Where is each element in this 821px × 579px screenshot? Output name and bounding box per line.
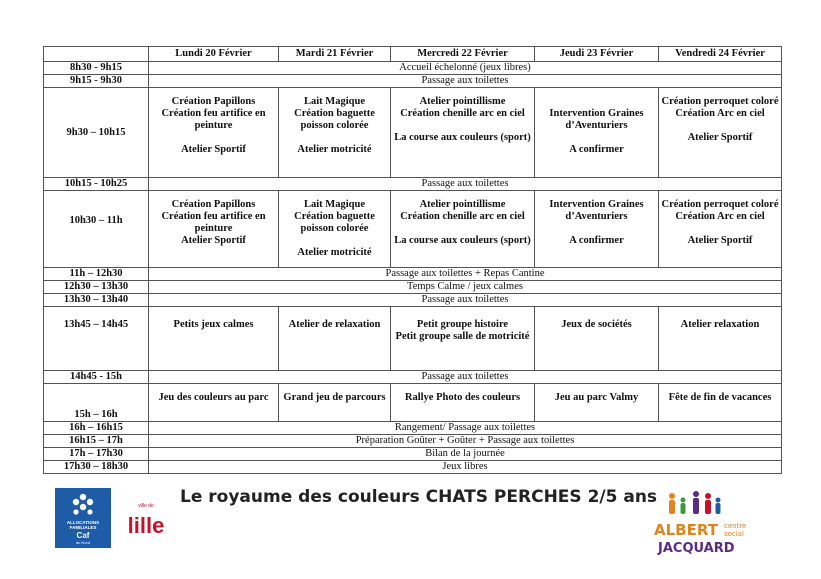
activity-line: Atelier motricité [297, 247, 372, 258]
table-row [44, 75, 782, 88]
full-day-activity: Accueil échelonné (jeux libres) [149, 62, 782, 75]
activity-cell-tuesday [279, 88, 391, 178]
activity-cell-monday [149, 88, 279, 178]
table-row [44, 294, 782, 307]
activity-line: Petit groupe histoire [416, 319, 509, 330]
table-row [44, 88, 782, 178]
table-row [44, 461, 782, 474]
schedule-table [43, 46, 782, 474]
activity-line: Création perroquet coloré [661, 96, 779, 107]
table-row [44, 435, 782, 448]
activity-line [281, 235, 388, 247]
activity-line: Création baguette poisson colorée [294, 108, 375, 131]
activity-cell-wednesday [391, 88, 535, 178]
full-day-activity: Passage aux toilettes + Repas Cantine [149, 268, 782, 281]
header-thursday: Jeudi 23 Février [535, 47, 659, 62]
time-cell: 10h15 - 10h25 [44, 178, 149, 191]
full-day-activity: Temps Calme / jeux calmes [149, 281, 782, 294]
social-word: social [724, 530, 744, 538]
activity-cell-thursday: Jeu au parc Valmy [535, 384, 659, 422]
albert-word: ALBERT [654, 521, 718, 539]
time-cell: 14h45 - 15h [44, 371, 149, 384]
table-row [44, 448, 782, 461]
activity-line: Atelier Sportif [687, 132, 753, 143]
full-day-activity: Passage aux toilettes [149, 75, 782, 88]
time-cell: 12h30 – 13h30 [44, 281, 149, 294]
table-row [44, 422, 782, 435]
activity-line [393, 223, 532, 235]
activity-line [151, 132, 276, 144]
activity-line [661, 223, 779, 235]
activity-line: Atelier pointillisme [419, 199, 506, 210]
header-monday: Lundi 20 Février [149, 47, 279, 62]
header-tuesday: Mardi 21 Février [279, 47, 391, 62]
table-row [44, 191, 782, 268]
caf-line-1: ALLOCATIONS [66, 520, 100, 525]
activity-cell-tuesday [279, 191, 391, 268]
activity-line: Intervention Graines d’Aventuriers [549, 199, 644, 222]
time-cell: 17h – 17h30 [44, 448, 149, 461]
activity-line: Intervention Graines d’Aventuriers [549, 108, 644, 131]
activity-line: Atelier motricité [297, 144, 372, 155]
activity-line: Création feu artifice en peinture [161, 211, 266, 234]
activity-cell-thursday [535, 191, 659, 268]
activity-line: Lait Magique [304, 96, 365, 107]
activity-line: Création Papillons [171, 96, 256, 107]
activity-line: Création chenille arc en ciel [400, 211, 525, 222]
time-cell: 9h15 - 9h30 [44, 75, 149, 88]
table-row [44, 307, 782, 371]
table-row [44, 281, 782, 294]
time-cell: 16h – 16h15 [44, 422, 149, 435]
full-day-activity: Bilan de la journée [149, 448, 782, 461]
activity-cell-wednesday [391, 307, 535, 371]
activity-cell-monday: Jeu des couleurs au parc [149, 384, 279, 422]
activity-line [281, 132, 388, 144]
caf-line-3: Caf [76, 531, 90, 540]
full-day-activity: Préparation Goûter + Goûter + Passage aux toilettes [149, 435, 782, 448]
header-friday: Vendredi 24 Février [659, 47, 782, 62]
activity-line: Création chenille arc en ciel [400, 108, 525, 119]
table-row [44, 62, 782, 75]
activity-line [537, 223, 656, 235]
activity-line: A confirmer [569, 144, 624, 155]
table-row [44, 178, 782, 191]
activity-line: Atelier pointillisme [419, 96, 506, 107]
activity-line: Création Arc en ciel [675, 211, 765, 222]
activity-line: Petit groupe salle de motricité [395, 331, 530, 342]
activity-line: La course aux couleurs (sport) [394, 132, 531, 143]
caf-logo [55, 488, 111, 548]
activity-cell-tuesday: Atelier de relaxation [279, 307, 391, 371]
header-time [44, 47, 149, 62]
activity-cell-friday [659, 191, 782, 268]
centre-word: centre [724, 522, 747, 530]
activity-line [537, 132, 656, 144]
lille-logo [128, 500, 164, 544]
time-cell: 13h45 – 14h45 [44, 307, 149, 371]
full-day-activity: Passage aux toilettes [149, 178, 782, 191]
time-cell: 13h30 – 13h40 [44, 294, 149, 307]
activity-line: La course aux couleurs (sport) [394, 235, 531, 246]
header-row [44, 47, 782, 62]
activity-cell-wednesday [391, 191, 535, 268]
lille-text: lille [128, 513, 164, 538]
activity-line [393, 120, 532, 132]
activity-cell-friday: Atelier relaxation [659, 307, 782, 371]
time-cell: 10h30 – 11h [44, 191, 149, 268]
albert-jacquard-logo [650, 488, 750, 560]
activity-cell-thursday: Jeux de sociétés [535, 307, 659, 371]
activity-line: Création Arc en ciel [675, 108, 765, 119]
jacquard-word: JACQUARD [658, 541, 735, 556]
footer-title: Le royaume des couleurs CHATS PERCHES 2/5 ans [180, 487, 658, 507]
table-row [44, 371, 782, 384]
activity-line: Création Papillons [171, 199, 256, 210]
activity-cell-friday: Fête de fin de vacances [659, 384, 782, 422]
table-row [44, 268, 782, 281]
activity-line: Lait Magique [304, 199, 365, 210]
activity-line: Atelier Sportif [181, 144, 246, 155]
activity-line: Atelier Sportif [181, 235, 246, 246]
activity-cell-monday [149, 191, 279, 268]
activity-cell-tuesday: Grand jeu de parcours [279, 384, 391, 422]
family-figures-icon [669, 491, 721, 514]
activity-line: A confirmer [569, 235, 624, 246]
caf-line-2: FAMILIALES [69, 525, 97, 530]
activity-line: Création baguette poisson colorée [294, 211, 375, 234]
activity-line [661, 120, 779, 132]
full-day-activity: Rangement/ Passage aux toilettes [149, 422, 782, 435]
time-cell: 8h30 - 9h15 [44, 62, 149, 75]
activity-line: Création perroquet coloré [661, 199, 779, 210]
lille-small-text: ville de [138, 503, 154, 509]
header-wednesday: Mercredi 22 Février [391, 47, 535, 62]
time-cell: 11h – 12h30 [44, 268, 149, 281]
activity-cell-wednesday: Rallye Photo des couleurs [391, 384, 535, 422]
time-cell: 15h – 16h [44, 384, 149, 422]
table-row [44, 384, 782, 422]
activity-line: Création feu artifice en peinture [161, 108, 266, 131]
activity-cell-monday: Petits jeux calmes [149, 307, 279, 371]
activity-cell-friday [659, 88, 782, 178]
caf-line-4: du Nord [75, 540, 91, 545]
full-day-activity: Passage aux toilettes [149, 371, 782, 384]
full-day-activity: Passage aux toilettes [149, 294, 782, 307]
full-day-activity: Jeux libres [149, 461, 782, 474]
time-cell: 17h30 – 18h30 [44, 461, 149, 474]
activity-cell-thursday [535, 88, 659, 178]
time-cell: 16h15 – 17h [44, 435, 149, 448]
time-cell: 9h30 – 10h15 [44, 88, 149, 178]
activity-line: Atelier Sportif [687, 235, 753, 246]
